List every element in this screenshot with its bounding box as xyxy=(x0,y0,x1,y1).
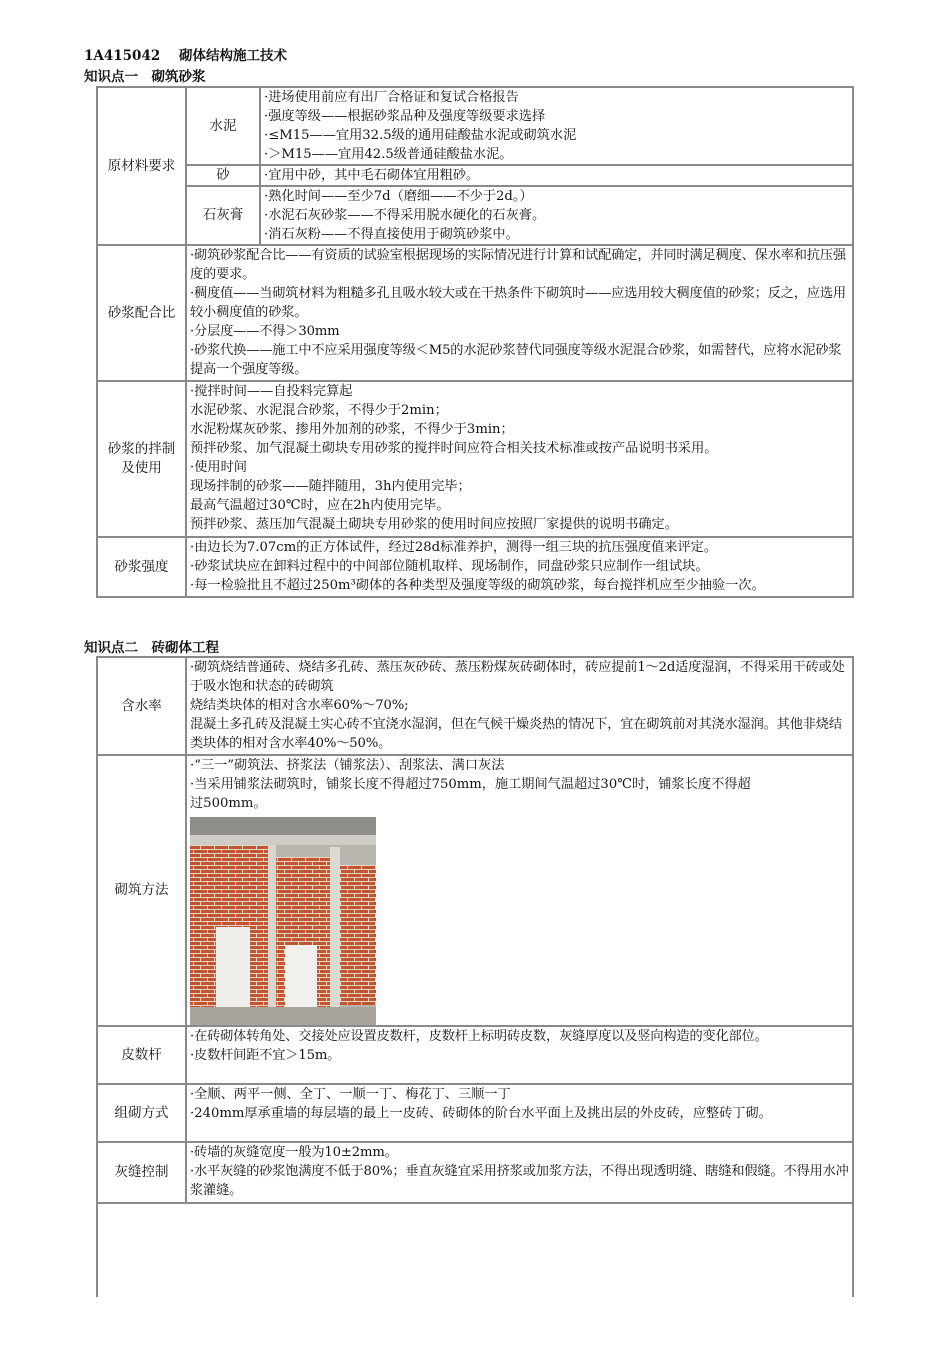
mixing-line: 最高气温超过30℃时，应在2h内使用完毕。 xyxy=(190,498,450,513)
strength-label: 砂浆强度 xyxy=(97,537,186,597)
joint-label: 灰缝控制 xyxy=(97,1142,186,1203)
cement-content xyxy=(260,87,853,165)
pole-para: ·皮数杆间距不宜＞15m。 xyxy=(190,1048,341,1063)
method-line: 过500mm。 xyxy=(190,796,267,811)
lime-line: ·消石灰粉——不得直接使用于砌筑砂浆中。 xyxy=(264,227,519,242)
moisture-para: ·砌筑烧结普通砖、烧结多孔砖、蒸压灰砂砖、蒸压粉煤灰砖砌体时，砖应提前1～2d适度湿润，不得采用干砖或处于吸水饱和状态的砖砌筑 xyxy=(190,660,845,694)
strength-line: ·每一检验批且不超过250m³砌体的各种类型及强度等级的砌筑砂浆，每台搅拌机应至少抽验一次。 xyxy=(190,578,765,593)
sand-line: ·宜用中砂，其中毛石砌体宜用粗砂。 xyxy=(264,168,480,183)
lime-line: ·水泥石灰砂浆——不得采用脱水硬化的石灰膏。 xyxy=(264,208,546,223)
mixing-label xyxy=(97,381,186,537)
method-line: ·“三一”砌筑法、挤浆法（铺浆法）、刮浆法、满口灰法 xyxy=(190,758,505,773)
mixing-line: 现场拌制的砂浆——随拌随用，3h内使用完毕； xyxy=(190,479,471,494)
moisture-para: 烧结类块体的相对含水率60%～70%; xyxy=(190,698,409,713)
moisture-content xyxy=(186,657,853,755)
raw-materials-label: 原材料要求 xyxy=(97,87,186,245)
joint-para: ·砖墙的灰缝宽度一般为10±2mm。 xyxy=(190,1145,398,1160)
mixing-content xyxy=(186,381,853,537)
document-heading xyxy=(84,44,287,64)
method-content xyxy=(186,755,853,1026)
pole-para: ·在砖砌体转角处、交接处应设置皮数杆，皮数杆上标明砖皮数，灰缝厚度以及竖向构造的变化部位。 xyxy=(190,1029,768,1044)
moisture-para: 混凝土多孔砖及混凝土实心砖不宜浇水湿润，但在气候干燥炎热的情况下，宜在砌筑前对其浇水湿润。其他非烧结类块体的相对含水率40%～50%。 xyxy=(190,717,842,751)
method-line: ·当采用铺浆法砌筑时，铺浆长度不得超过750mm，施工期间气温超过30℃时，铺浆长度不得超 xyxy=(190,777,751,792)
bond-line: ·全顺、两平一侧、全丁、一顺一丁、梅花丁、三顺一丁 xyxy=(190,1087,511,1102)
mortar-table xyxy=(96,86,854,598)
section1-title: 知识点一 砌筑砂浆 xyxy=(84,69,206,85)
mixing-line: 水泥粉煤灰砂浆、掺用外加剂的砂浆，不得少于3min； xyxy=(190,422,514,437)
section2-title: 知识点二 砖砌体工程 xyxy=(84,640,219,656)
strength-line: ·砂浆试块应在卸料过程中的中间部位随机取样、现场制作，同盘砂浆只应制作一组试块。 xyxy=(190,559,709,574)
joint-para: ·水平灰缝的砂浆饱满度不低于80%；垂直灰缝宜采用挤浆或加浆方法，不得出现透明缝、瞎缝和假缝。不得用水冲浆灌缝。 xyxy=(190,1164,849,1198)
bond-content xyxy=(186,1084,853,1142)
mix-content xyxy=(186,245,853,381)
sand-content xyxy=(260,165,853,186)
mix-para: ·稠度值——当砌筑材料为粗糙多孔且吸水较大或在干热条件下砌筑时——应选用较大稠度值的砂浆；反之，应选用较小稠度值的砂浆。 xyxy=(190,286,846,320)
empty-table-continuation xyxy=(96,1201,854,1297)
sand-label: 砂 xyxy=(186,165,260,186)
mixing-label-line: 及使用 xyxy=(121,460,162,476)
lime-content xyxy=(260,186,853,245)
brick-wall-photo xyxy=(190,817,376,1025)
cement-line: ·进场使用前应有出厂合格证和复试合格报告 xyxy=(264,90,519,105)
strength-content xyxy=(186,537,853,597)
cement-line: ·≤M15——宜用32.5级的通用硅酸盐水泥或砌筑水泥 xyxy=(264,128,577,143)
joint-content xyxy=(186,1142,853,1203)
strength-line: ·由边长为7.07cm的正方体试件，经过28d标准养护，测得一组三块的抗压强度值来评定。 xyxy=(190,540,718,555)
heading-code: 1A415042 xyxy=(84,48,161,64)
cement-line: ·强度等级——根据砂浆品种及强度等级要求选择 xyxy=(264,109,546,124)
lime-label: 石灰膏 xyxy=(186,186,260,245)
mix-para: ·砂浆代换——施工中不应采用强度等级＜M5的水泥砂浆替代同强度等级水泥混合砂浆，如需替代，应将水泥砂浆提高一个强度等级。 xyxy=(190,343,842,377)
mix-label: 砂浆配合比 xyxy=(97,245,186,381)
mixing-line: ·搅拌时间——自投料完算起 xyxy=(190,384,353,399)
pole-label: 皮数杆 xyxy=(97,1026,186,1084)
pole-content xyxy=(186,1026,853,1084)
bond-label: 组砌方式 xyxy=(97,1084,186,1142)
cement-line: ·＞M15——宜用42.5级普通硅酸盐水泥。 xyxy=(264,147,513,162)
moisture-label: 含水率 xyxy=(97,657,186,755)
mixing-line: 水泥砂浆、水泥混合砂浆，不得少于2min； xyxy=(190,403,448,418)
bond-line: ·240mm厚承重墙的每层墙的最上一皮砖、砖砌体的阶台水平面上及挑出层的外皮砖，应整砖丁砌。 xyxy=(190,1106,772,1121)
mix-para: ·砌筑砂浆配合比——有资质的试验室根据现场的实际情况进行计算和试配确定，并同时满足稠度、保水率和抗压强度的要求。 xyxy=(190,248,846,282)
heading-title: 砌体结构施工技术 xyxy=(179,48,288,64)
mixing-label-line: 砂浆的拌制 xyxy=(107,441,176,457)
mix-para: ·分层度——不得＞30mm xyxy=(190,324,340,339)
lime-line: ·熟化时间——至少7d（磨细——不少于2d。） xyxy=(264,189,533,204)
mixing-line: ·使用时间 xyxy=(190,460,247,475)
method-label: 砌筑方法 xyxy=(97,755,186,1026)
cement-label: 水泥 xyxy=(186,87,260,165)
mixing-line: 预拌砂浆、加气混凝土砌块专用砂浆的搅拌时间应符合相关技术标准或按产品说明书采用。 xyxy=(190,441,718,456)
mixing-line: 预拌砂浆、蒸压加气混凝土砌块专用砂浆的使用时间应按照厂家提供的说明书确定。 xyxy=(190,517,678,532)
brick-table xyxy=(96,656,854,1204)
